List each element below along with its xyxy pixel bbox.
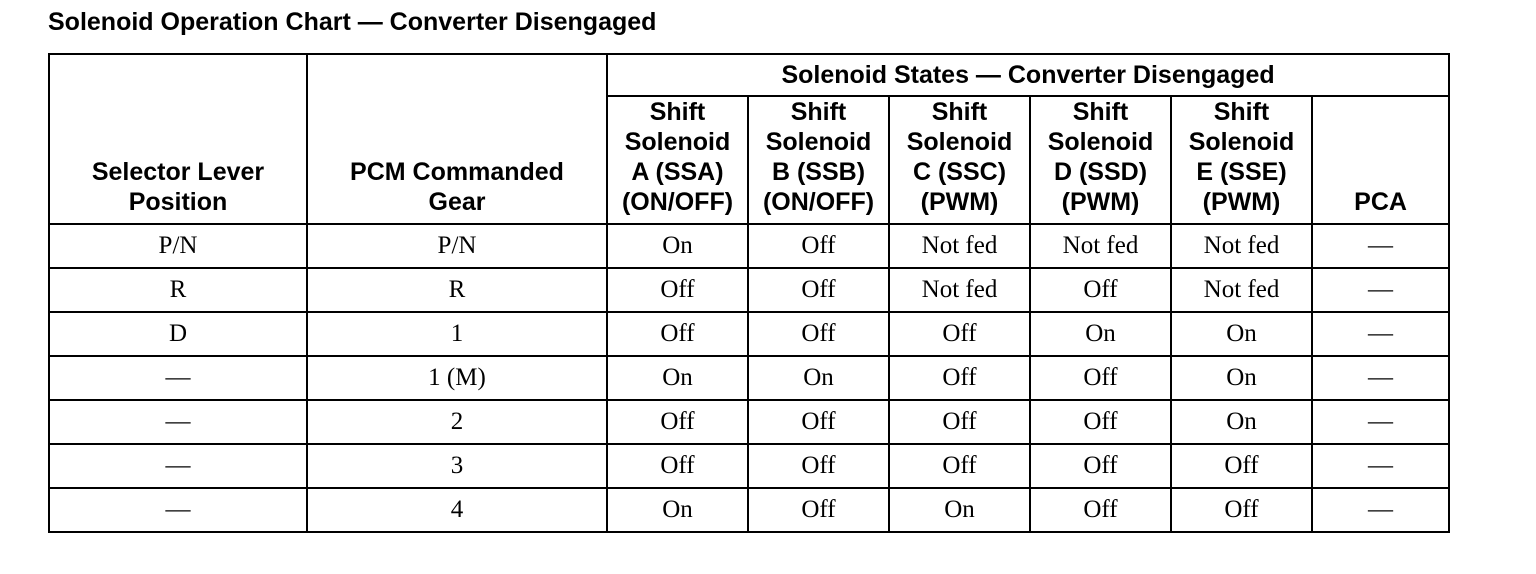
ssc-header [889, 96, 1030, 224]
ssa-header [607, 96, 748, 224]
header-line: Shift [790, 98, 847, 126]
commanded-gear-cell: R [307, 268, 607, 312]
ssa-cell: Off [607, 400, 748, 444]
header-line: Solenoid [624, 128, 731, 156]
ssb-cell: Off [748, 224, 889, 268]
pca-cell: — [1312, 488, 1449, 532]
ssa-cell: Off [607, 312, 748, 356]
commanded-gear-cell: 4 [307, 488, 607, 532]
commanded-gear-cell: 3 [307, 444, 607, 488]
sse-cell: Off [1171, 488, 1312, 532]
header-line: E (SSE) [1196, 158, 1287, 186]
sse-cell: Not fed [1171, 224, 1312, 268]
header-line: Selector Lever [91, 158, 265, 186]
selector-position-cell: — [49, 444, 307, 488]
ssa-cell: On [607, 224, 748, 268]
ssb-cell: Off [748, 312, 889, 356]
ssc-cell: Not fed [889, 268, 1030, 312]
commanded-gear-cell: 2 [307, 400, 607, 444]
ssb-cell: Off [748, 488, 889, 532]
ssc-cell: Off [889, 444, 1030, 488]
header-line: (PWM) [1061, 188, 1140, 216]
ssb-header [748, 96, 889, 224]
pcm-commanded-gear-header [307, 54, 607, 224]
sse-cell: On [1171, 312, 1312, 356]
ssd-header [1030, 96, 1171, 224]
ssc-cell: Off [889, 400, 1030, 444]
header-line: B (SSB) [771, 158, 866, 186]
table-row [49, 224, 1449, 268]
ssa-cell: On [607, 356, 748, 400]
header-line: Solenoid [1188, 128, 1295, 156]
ssc-cell: Off [889, 312, 1030, 356]
selector-position-cell: — [49, 488, 307, 532]
table-row [49, 400, 1449, 444]
selector-position-cell: D [49, 312, 307, 356]
header-line: Shift [649, 98, 706, 126]
header-line: C (SSC) [912, 158, 1007, 186]
table-row [49, 312, 1449, 356]
selector-position-cell: — [49, 356, 307, 400]
table-body [49, 224, 1449, 532]
ssb-cell: Off [748, 400, 889, 444]
ssd-cell: Off [1030, 444, 1171, 488]
solenoid-operation-table [48, 53, 1450, 533]
table-row [49, 488, 1449, 532]
header-line: Shift [1213, 98, 1270, 126]
table-row [49, 356, 1449, 400]
header-line: Solenoid [906, 128, 1013, 156]
selector-position-cell: P/N [49, 224, 307, 268]
ssd-cell: Off [1030, 268, 1171, 312]
selector-position-cell: R [49, 268, 307, 312]
ssc-cell: On [889, 488, 1030, 532]
sse-cell: Not fed [1171, 268, 1312, 312]
ssd-cell: On [1030, 312, 1171, 356]
header-line: PCM Commanded [350, 158, 564, 186]
table-row [49, 268, 1449, 312]
ssb-cell: Off [748, 444, 889, 488]
header-line: (PWM) [920, 188, 999, 216]
ssb-cell: On [748, 356, 889, 400]
ssa-cell: Off [607, 444, 748, 488]
header-line: Gear [428, 188, 486, 216]
header-line: Solenoid [765, 128, 872, 156]
commanded-gear-cell: 1 (M) [307, 356, 607, 400]
pca-cell: — [1312, 224, 1449, 268]
ssd-cell: Off [1030, 356, 1171, 400]
ssd-cell: Off [1030, 400, 1171, 444]
header-line: A (SSA) [631, 158, 724, 186]
commanded-gear-cell: 1 [307, 312, 607, 356]
sse-cell: On [1171, 400, 1312, 444]
commanded-gear-cell: P/N [307, 224, 607, 268]
document-title: Solenoid Operation Chart — Converter Disengaged [48, 8, 657, 36]
header-line: (PWM) [1202, 188, 1281, 216]
selector-lever-position-header [49, 54, 307, 224]
sse-cell: On [1171, 356, 1312, 400]
selector-position-cell: — [49, 400, 307, 444]
header-line: Solenoid [1047, 128, 1154, 156]
header-line: Shift [931, 98, 988, 126]
table-row [49, 444, 1449, 488]
ssb-cell: Off [748, 268, 889, 312]
pca-cell: — [1312, 400, 1449, 444]
sse-header [1171, 96, 1312, 224]
ssa-cell: Off [607, 268, 748, 312]
ssd-cell: Off [1030, 488, 1171, 532]
header-line: (ON/OFF) [762, 188, 875, 216]
header-line: Position [128, 188, 228, 216]
pca-cell: — [1312, 312, 1449, 356]
pca-header: PCA [1312, 96, 1449, 224]
ssc-cell: Not fed [889, 224, 1030, 268]
header-line: Shift [1072, 98, 1129, 126]
header-line: D (SSD) [1053, 158, 1148, 186]
ssc-cell: Off [889, 356, 1030, 400]
ssa-cell: On [607, 488, 748, 532]
pca-cell: — [1312, 356, 1449, 400]
sse-cell: Off [1171, 444, 1312, 488]
pca-cell: — [1312, 268, 1449, 312]
ssd-cell: Not fed [1030, 224, 1171, 268]
pca-cell: — [1312, 444, 1449, 488]
header-line: (ON/OFF) [621, 188, 734, 216]
solenoid-states-group-header: Solenoid States — Converter Disengaged [607, 54, 1449, 96]
